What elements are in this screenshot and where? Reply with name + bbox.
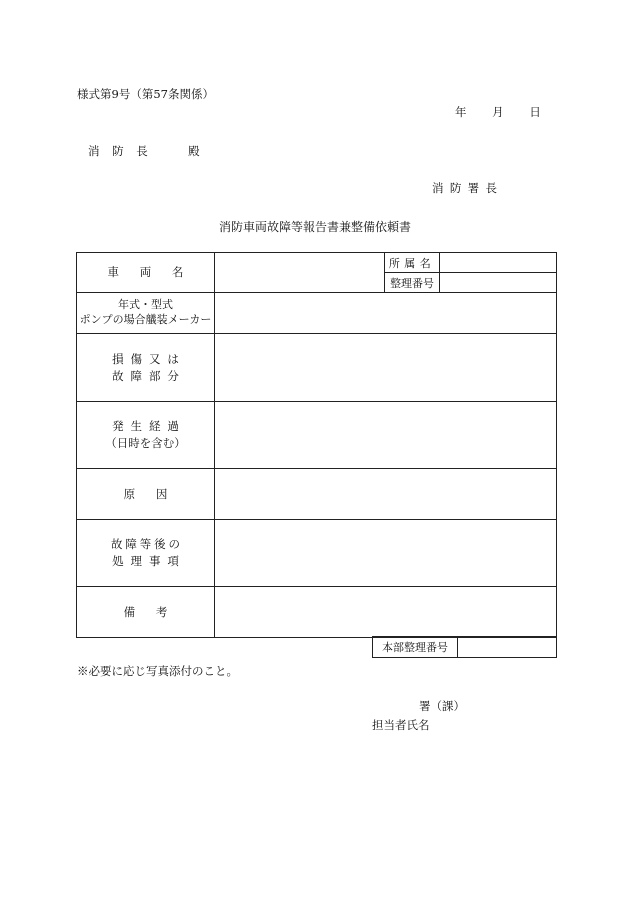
addressee-title: 消防長 [88, 144, 161, 158]
report-form-table [76, 252, 557, 638]
date-day: 日 [529, 105, 541, 119]
handling-field[interactable] [215, 520, 557, 587]
date-month: 月 [492, 105, 504, 119]
hq-management-table [372, 636, 557, 658]
photo-note: ※必要に応じ写真添付のこと。 [77, 664, 238, 678]
hq-management-number-field[interactable] [458, 637, 557, 658]
handling-label: 故障等後の 処理事項 [77, 520, 215, 587]
model-label: 年式・型式 ポンプの場合艤装メーカー [77, 293, 215, 334]
addressee-honorific: 殿 [188, 144, 200, 158]
hq-management-number-label: 本部整理番号 [373, 637, 458, 658]
form-number: 様式第9号（第57条関係） [77, 87, 214, 101]
damage-label: 損傷又は 故障部分 [77, 334, 215, 402]
addressee [88, 143, 200, 159]
management-number-field[interactable] [440, 273, 557, 293]
affiliation-field[interactable] [440, 253, 557, 273]
remarks-label: 備考 [77, 587, 215, 638]
progress-field[interactable] [215, 402, 557, 469]
date-year: 年 [455, 105, 467, 119]
management-number-label: 整理番号 [385, 273, 440, 293]
cause-label: 原因 [77, 469, 215, 520]
vehicle-name-field[interactable] [215, 253, 385, 293]
department-label: 署（課） [419, 699, 465, 713]
person-in-charge-label: 担当者氏名 [372, 718, 430, 732]
date-line [455, 104, 563, 120]
affiliation-label: 所属名 [385, 253, 440, 273]
progress-label: 発生経過 （日時を含む） [77, 402, 215, 469]
model-field[interactable] [215, 293, 557, 334]
sender: 消防署長 [432, 181, 504, 195]
remarks-field[interactable] [215, 587, 557, 638]
document-title: 消防車両故障等報告書兼整備依頼書 [218, 220, 411, 234]
vehicle-name-label: 車両名 [77, 253, 215, 293]
cause-field[interactable] [215, 469, 557, 520]
damage-field[interactable] [215, 334, 557, 402]
